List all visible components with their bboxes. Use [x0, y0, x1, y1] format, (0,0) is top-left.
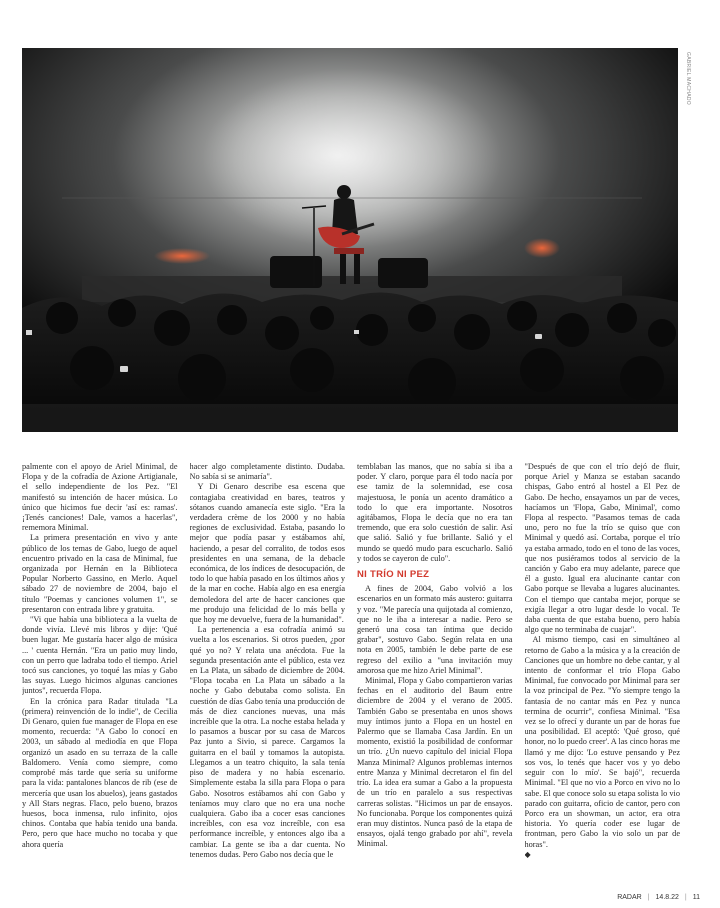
article-body	[22, 462, 680, 886]
end-mark-icon: ◆	[524, 849, 531, 859]
footer-separator: |	[647, 893, 650, 901]
publication-name: RADAR	[617, 893, 642, 901]
column-2	[190, 462, 346, 886]
paragraph: La pertenencia a esa cofradía animó su vuelta a los escenarios. Si otros pueden, ¿por qué yo no? Y relata una anécdota. Fue la segunda presentación ante el público, esta vez en La Plata, un sábado de diciembre de 2004. "Flopa tocaba en La Plata un sábado a la noche y Gabo debutaba como solista. En cuestión de días Gabo tenía una producción de más de diez canciones nuevas, una más increíble que la otra. La noche estaba helada y lo pasamos a buscar por su casa de Marcos Paz junto a Sivio, si parece. Cargamos la guitarra en el baúl y tomamos la autopista. Llegamos a un teatro chiquito, la sala tenía piso de madera y no había escenario. Simplemente estaba la silla para Flopa o para Gabo. Nosotros estábamos ahí con Gabo y teníamos muy claro que no era una noche cualquiera. Gabo iba a cocer esas canciones increíbles, con esa voz increíble, con esa performance increíble, y entonces algo iba a cambiar. La gente se iba a dar cuenta. No tenemos dudas. Pero Gabo nos decía que le	[189, 625, 345, 859]
paragraph: La primera presentación en vivo y ante público de los temas de Gabo, luego de aquel encuentro privado en la casa de Minimal, fue organizada por Hernán en la Biblioteca Popular Norberto Gassino, en Merlo. Aquel sábado 27 de noviembre de 2004, bajo el título "Poemas y canciones volumen 1", se presentaron con entrada libre y gratuita.	[22, 533, 178, 614]
paragraph: "Después de que con el trío dejó de fluir, porque Ariel y Manza se estaban sacando chispas, Gabo entró al hostel a El Pez de Gabo. De hecho, ensayamos un par de veces, hacíamos un 'Flopa, Gabo, Minimal', como Flopa al respecto. "Pasamos temas de cada uno, pero no fue la trío se quiso que con Minimal y quedó así. Cortaba, porque el trío ya estaba armado, todo en el tono de las voces, que nos pusiéramos todos al servicio de la canción y Gabo era muy adelante, parece que él a gusto. Igual era alucinante cantar con Gabo porque se llevaba a lugares alucinantes. Con el tiempo que cantaba mejor, porque se exigía llegar a otro lugar desde lo vocal. Te daba cuenta de que estaba bueno, pero había algo que no terminaba de cuajar".	[524, 462, 680, 635]
paragraph: temblaban las manos, que no sabía si iba a poder. Y claro, porque para él todo nacía por ese tamiz de la solemnidad, ese cosa majestuosa, le ponía un acento dramático a todo lo que era importante. Nosotros agitábamos, Flopa le decía que no era tan tremendo, que era solo cuestión de salir. Así que salió. Salió y fue brillante. Salió y el mundo se quedó mudo para escucharlo. Salió y todos se cayeron de culo".	[357, 462, 513, 563]
column-3	[357, 462, 513, 886]
page-footer	[560, 891, 700, 903]
page-number: 11	[692, 893, 700, 901]
paragraph: "Vi que había una biblioteca a la vuelta de donde vivía. Llevé mis libros y dije: 'Qué buen lugar. Me gustaría hacer algo de música ... ' cuenta Hernán. "Era un patio muy lindo, con un perro que ladraba todo el tiempo. Ariel tocó sus canciones, yo toqué las mías y Gabo las suyas. Luego hicimos algunas canciones juntos", recuerda Flopa.	[22, 615, 178, 696]
paragraph: En la crónica para Radar titulada "La (primera) reinvención de lo indie", de Cecilia Di Genaro, quien fue manager de Flopa en ese momento, recuerda: "A Gabo lo conocí en 2003, un sábado al mediodía en que Flopa organizó un asado en su terraza de la calle Baldomero. Venía como siempre, como comprobé más tarde que sería su uniforme para la vida: pantalones blancos de rib (ese de mercería que usan los abuelos), jeans gastados y All Stars negras. Flaco, pelo bueno, brazos huesos, boca inmensa, rulo infinito, ojos chinos. Contaba que había tenido una banda. Pero, pero que hace mucho no tocaba y que ahora quería	[22, 696, 178, 849]
paragraph: hacer algo completamente distinto. Dudaba. No sabía si se animaría".	[189, 462, 345, 482]
paragraph: A fines de 2004, Gabo volvió a los escenarios en un formato más austero: guitarra y voz. "Me parecía una quijotada al comienzo, que no le iba a interesar a nadie. Pero se generó una cosa tan íntima que decido grabar", sostuvo Gabo. Según relata en una nota en 2005, también le debe parte de ese regreso del exilio a "una invitación muy amorosa que me hizo Ariel Minimal".	[357, 584, 513, 675]
paragraph: Minimal, Flopa y Gabo compartieron varias fechas en el auditorio del Baum entre diciembre de 2004 y el verano de 2005. También Gabo se presentaba en unos shows muy íntimos junto a Flopa en un hostel en Palermo que se llamaba Casa Jardín. En un momento, existió la posibilidad de conformar un trío. ¿Un nuevo capítulo del inicial Flopa Manza Minimal? Algunos problemas internos entre Manza y Minimal decretaron el fin del trío. La idea era sumar a Gabo a la propuesta de un trío en paralelo a sus respectivas carreras solistas. "Hicimos un par de ensayos. No funcionaba. Porque los componentes quizá eran muy distintos. Nunca pasó de la etapa de ensayos, ojalá tengo grabado por ahí", revela Minimal.	[357, 676, 513, 849]
photo-credit: GABRIEL MACHADO	[685, 52, 691, 105]
paragraph: Al mismo tiempo, casi en simultáneo al retorno de Gabo a la música y a la creación de Canciones que un hombre no debe cantar, y al intento de conformar el trío Flopa Gabo Minimal, fue convocado por Minimal para ser la voz principal de Pez. "Yo siempre tengo la fantasía de no cantar más en Pez y nunca termina de ocurrir", confiesa Minimal. "Esa vez se lo ofrecí y durante un par de horas fue una posibilidad. El aceptó: 'Qué groso, qué honor, no lo puedo creer'. A las cinco horas me llamó y me dijo: 'Lo estuve pensando y Pez sos vos, lo tenés que hacer vos y yo debo seguir con lo mío'. Se bajó", recuerda Minimal. "El que no vio a Porco en vivo no lo sabe. El que conoce solo su etapa solista lo vio parado con guitarra, oficio de cantor, pero con Porco era un showman, un actor, era otra historia. Yo quería coder ese lugar de frontman, pero Gabo la vio solo un par de horas".	[524, 635, 680, 849]
section-subhead: NI TRÍO NI PEZ	[357, 569, 430, 581]
column-4	[525, 462, 681, 886]
paragraph: Y Di Genaro describe esa escena que contagiaba creatividad en bares, teatros y sótanos cuando amanecía este siglo. "Era la verdadera crème de los 2000 y no había regiones de exclusividad. Estaba, pasando lo mejor que podía pasar y estábamos ahí, haciendo, a pesar del corralito, de todos esos presidentes en una semana, de la debacle económica, de los índices de desocupación, de todo lo que había pasado en los últimos años y de la mar en coche. Había algo en esa energía demoledora del arte de hacer canciones que me produjo una felicidad de lo más bella y que hoy me devuelve, fuera de la humanidad".	[189, 482, 345, 625]
footer-separator: |	[684, 893, 687, 901]
column-1	[22, 462, 178, 886]
paragraph: palmente con el apoyo de Ariel Minimal, de Flopa y de la cofradía de Azione Artigianale, el sello independiente de los Pez. "El manifestó su intención de hacer música. Lo único que hicimos fue decir 'así es: ramas'. ¡Tenés canciones! Dale, vamos a hacerlas", rememora Minimal.	[22, 462, 178, 533]
issue-date: 14.8.22	[655, 893, 679, 901]
concert-photo	[22, 48, 678, 432]
